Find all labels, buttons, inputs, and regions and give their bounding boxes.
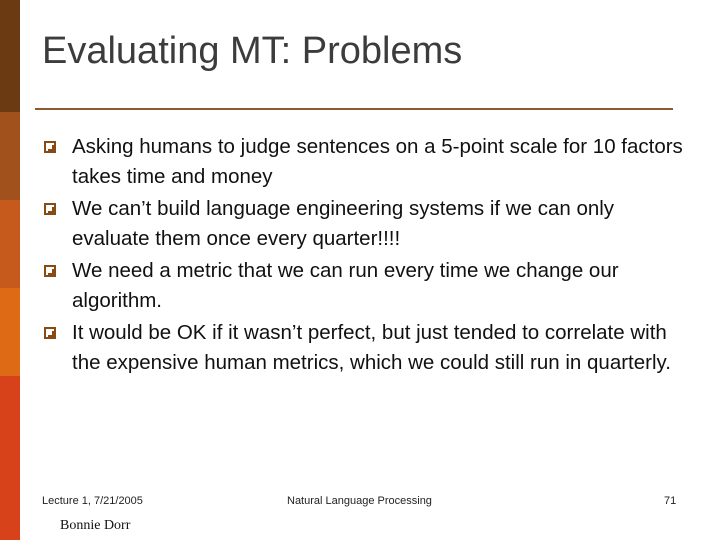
- bullet-text: We can’t build language engineering systems if we can only evaluate them once every quarter!!!!: [72, 197, 615, 250]
- left-decor-stripe-1: [0, 0, 20, 112]
- checkbox-square-icon: [44, 203, 56, 215]
- left-decor-stripe-5: [0, 376, 20, 540]
- footer-lecture-date: Lecture 1, 7/21/2005: [42, 495, 143, 507]
- bullet-list: [44, 132, 684, 380]
- checkbox-square-icon: [44, 265, 56, 277]
- bullet-item: [44, 318, 684, 378]
- bullet-item: [44, 256, 684, 316]
- bullet-item: [44, 194, 684, 254]
- checkbox-square-icon: [44, 327, 56, 339]
- bullet-text: It would be OK if it wasn’t perfect, but just tended to correlate with the expensive human metrics, which we could still run in quarterly.: [72, 321, 671, 374]
- slide-title: Evaluating MT: Problems: [42, 30, 463, 72]
- left-decor-stripe-2: [0, 112, 20, 200]
- title-divider: [35, 108, 673, 110]
- footer-course-name: Natural Language Processing: [287, 495, 432, 507]
- author-name: Bonnie Dorr: [60, 518, 131, 533]
- footer-page-number: 71: [664, 495, 677, 507]
- checkbox-square-icon: [44, 141, 56, 153]
- left-decor-stripe-3: [0, 200, 20, 288]
- bullet-text: Asking humans to judge sentences on a 5-point scale for 10 factors takes time and money: [72, 135, 683, 188]
- bullet-text: We need a metric that we can run every time we change our algorithm.: [72, 259, 619, 312]
- left-decor-stripe-4: [0, 288, 20, 376]
- bullet-item: [44, 132, 684, 192]
